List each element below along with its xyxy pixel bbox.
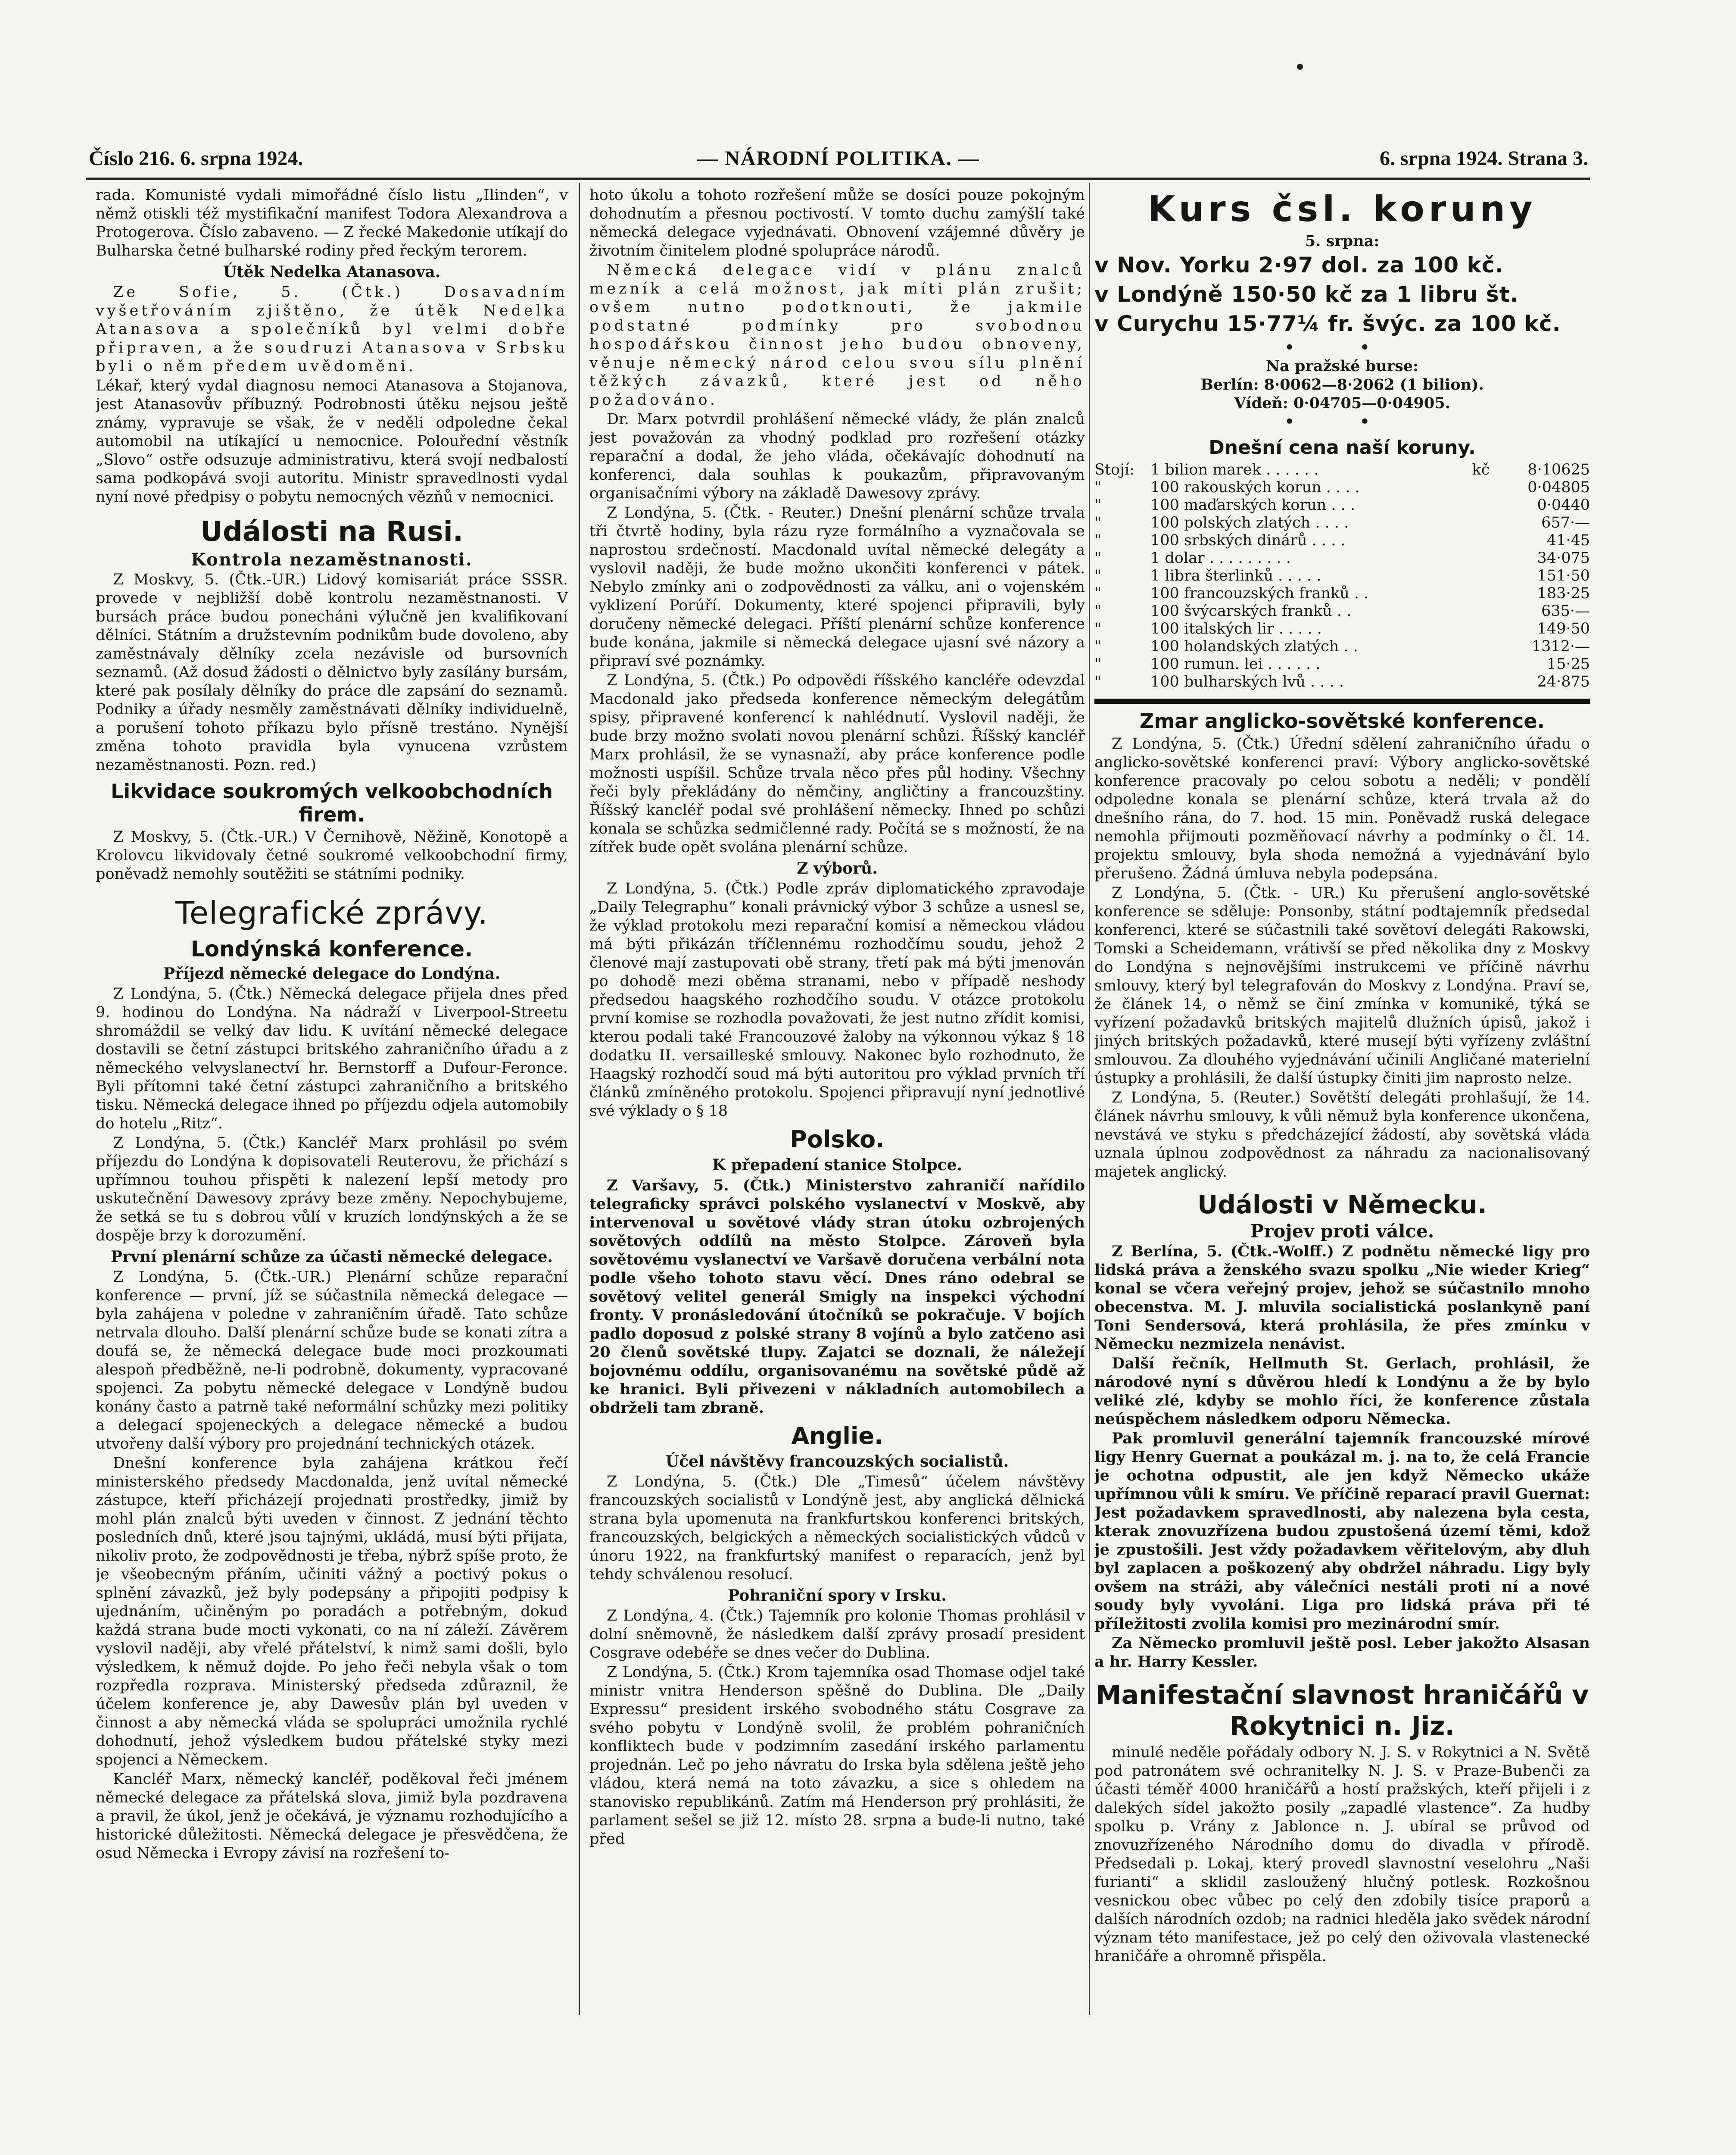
article-text: Z Londýna, 5. (Čtk.) Německá delegace přijela dnes před 9. hodinou do Londýna. Na nádraží v Liverpool-Streetu shromáždil se velký dav lidu. K uvítání německé delegace dostavili se četní zástupci britského zahraničního úřadu a z německého velvyslanectví hr. Bernstorff a Dufour-Feronce. Byli přítomni také četní zástupci zahraničního a britského tisku. Německá delegace ihned po příjezdu odjela automobily do hotelu „Ritz“. bbox=[96, 985, 568, 1132]
rate-label: 100 rumun. lei . . . . . . bbox=[1150, 656, 1321, 673]
article-text: Z Londýna, 5. (Čtk. - Reuter.) Dnešní plenární schůze trvala tři čtvrtě hodiny, byla rázu ryze formálního a vyznačovala se naprostou srdečností. Macdonald uvítal německé delegáty a vyslovil naději, že bude možno ukončiti konferenci v pátek. Nebylo zmínky ani o zodpovědnosti za válku, ani o vojenském vyklizení Porúří. Dokumenty, které spojenci připravili, byly doručeny německé delegaci. Příští plenární schůze konference bude konána, jakmile si německá delegace ujasní své názory a připraví své poznámky. bbox=[589, 504, 1085, 670]
rate-row bbox=[1094, 497, 1590, 514]
article-text: Pak promluvil generální tajemník francouzské mírové ligy Henry Guernat a poukázal m. j. na to, že celá Francie je ochotna odpustit, ale jen když Německo ukáže upřímnou vůli k smíru. Ve příčině reparací pravil Guernat: Jest požadavkem spravedlnosti, aby nalezena byla cesta, kterak znovuzřízena budou zpustošená území těmi, kdož je zpustošili. Jest vždy požadavkem věřitelovým, aby dluh byl zaplacen a poškozený aby obdržel náhradu. Ligy byly ovšem na stráži, aby válečníci nestáli proti ní a nové soudy byly vyvoláni. Liga pro lidská práva při té příležitosti zvolila komisi pro mezinárodní smír. bbox=[1094, 1430, 1590, 1633]
rates-table bbox=[1094, 461, 1590, 691]
rate-prefix: " bbox=[1094, 638, 1102, 655]
section-heading: Manifestační slavnost hraničářů v Rokytnici n. Jiz. bbox=[1095, 1680, 1589, 1741]
rate-unit bbox=[1472, 497, 1498, 514]
bourse-vienna: Vídeň: 0·04705—0·04905. bbox=[1234, 394, 1450, 412]
article-text: Z Berlína, 5. (Čtk.-Wolff.) Z podnětu německé ligy pro lidská práva a ženského svazu spolku „Nie wieder Krieg“ konal se včera veřejný projev, jehož se súčastnilo mnoho obecenstva. M. J. mluvila socialistická poslankyně paní Toni Sendersová, která prohlásila, že přes zmínku v Německu nezmizela nenávist. bbox=[1094, 1243, 1590, 1353]
rate-row bbox=[1094, 620, 1590, 638]
rate-label: 1 libra šterlinků . . . . . bbox=[1150, 567, 1321, 584]
rate-prefix: " bbox=[1094, 479, 1102, 496]
rate-prefix: " bbox=[1094, 673, 1102, 690]
article-subheading: K přepadení stanice Stolpce. bbox=[712, 1156, 963, 1174]
issue-number: Číslo 216. 6. srpna 1924. bbox=[89, 147, 303, 170]
column-divider bbox=[1089, 183, 1090, 2015]
article-subheading: Pohraniční spory v Irsku. bbox=[728, 1587, 947, 1605]
rate-value: 0·0440 bbox=[1537, 497, 1590, 514]
exchange-rate-zurich: v Curychu 15·77¼ fr. švýc. za 100 kč. bbox=[1094, 311, 1561, 336]
article-text: Z Londýna, 5. (Čtk.) Krom tajemníka osad Thomase odjel také ministr vnitra Henderson spěšně do Dublina. Dle „Daily Expressu“ president irského svobodného státu Cosgrave za svého pobytu v Londýně svolil, že problém pohraničních konfliktech bude v podzimním zasedání irského parlamentu projednán. Leč po jeho návratu do Irska byla sdělena ještě jeho vládou, která nemá na toto závazku, a sice s ohledem na stanovisko republikánů. Zatím má Henderson prý prohlásiti, že parlament sešel se již 12. místo 28. srpna a bude-li nutno, také před bbox=[589, 1664, 1085, 1848]
article-text: Další řečník, Hellmuth St. Gerlach, prohlásil, že národové nyní s důvěrou hledí k Londýnu a že by bylo veliké zlé, kdyby se mohlo říci, že konference zůstala neúspěchem následkem odporu Německa. bbox=[1094, 1355, 1590, 1428]
rate-value: 15·25 bbox=[1546, 656, 1590, 673]
article-text: Ze Sofie, 5. (Čtk.) Dosavadním vyšetřováním zjištěno, že útěk Nedelka Atanasova a společníků byl velmi dobře připraven, a že soudruzi Atanasova v Srbsku byli o něm předem uvědoměni. bbox=[96, 284, 568, 375]
main-heading: Telegrafické zprávy. bbox=[175, 895, 489, 931]
print-mark bbox=[1297, 64, 1303, 70]
article-text: Z Londýna, 5. (Čtk.) Úřední sdělení zahraničního úřadu o anglicko-sovětské konferenci praví: Výbory anglicko-sovětské konference pracovaly po celou sobotu a neděli; v pondělí odpoledne konala se plenární schůze, která trvala až do dnešního rána, do 7. hod. 15 min. Poněvadž ruská delegace nemohla přijmouti pozměňovací návrhy a podmínky o čl. 14. projektu smlouvy, byla shoda nemožná a vyjednávání bylo přerušeno. Žádná úmluva nebyla podepsána. bbox=[1094, 735, 1590, 882]
rate-unit bbox=[1472, 638, 1498, 656]
article-text: Kancléř Marx, německý kancléř, poděkoval řeči jménem německé delegace za přátelská slova, jimiž byla pozdravena a pravil, že úkol, jenž je očekává, je významu rozhodujícího a historické důležitosti. Německá delegace je přesvědčena, že osud Německa i Evropy závisí na rozřešení to- bbox=[96, 1771, 568, 1862]
column-1 bbox=[96, 186, 568, 1996]
rate-label: 1 bilion marek . . . . . . bbox=[1150, 461, 1319, 478]
article-subheading: Příjezd německé delegace do Londýna. bbox=[163, 965, 500, 983]
article-subheading: Projev proti válce. bbox=[1250, 1221, 1434, 1242]
section-heading: Zmar anglicko-sovětské konference. bbox=[1139, 709, 1545, 733]
header-rule bbox=[86, 178, 1590, 180]
column-2 bbox=[589, 186, 1085, 2031]
column-3 bbox=[1094, 186, 1590, 2018]
section-subheading: Kontrola nezaměstnanosti. bbox=[191, 550, 473, 570]
rate-prefix: " bbox=[1094, 620, 1102, 637]
exchange-rate-date: 5. srpna: bbox=[1305, 232, 1380, 250]
rate-row bbox=[1094, 638, 1590, 656]
article-text: Z Londýna, 4. (Čtk.) Tajemník pro kolonie Thomas prohlásil v dolní sněmovně, že následkem další zprávy prosadí president Cosgrave odebéře se dnes večer do Dublina. bbox=[589, 1607, 1085, 1662]
article-text: Z Londýna, 5. (Čtk. - UR.) Ku přerušení anglo-sovětské konference se sděluje: Ponsonby, státní podtajemník předsedal konferenci, které se súčastnili také sovětoví delegáti Rakowski, Tomski a Scheidemann, vrátivší se před několika dny z Moskvy do Londýna s nejnovějšími instrukcemi ve příčině návrhu smlouvy, který byl telegrafován do Moskvy z Londýna. Praví se, že článek 14, o němž se činí zmínka v komuniké, týká se vyřízení požadavků britských majitelů dlužních úpisů, jakož i jiných britských požadavků, které musejí býti vyřízeny zvláštní smlouvou. Za dlouhého vyjednávání učinili Angličané materielní ústupky a prohlásili, že další ústupky činiti jim naprosto nelze. bbox=[1094, 884, 1590, 1087]
article-text: Dr. Marx potvrdil prohlášení německé vlády, že plán znalců jest považován za vhodný podklad pro rozřešení otázky reparační a dodal, že jeho vláda, očekávajíc dohodnutí na konferenci, dala souhlas k poukazům, připravovaným organisačními výbory na základě Dawesovy zprávy. bbox=[589, 411, 1085, 502]
article-text: Z Moskvy, 5. (Čtk.-UR.) Lidový komisariát práce SSSR. provede v nejbližší době kontrolu nezaměstnanosti. V bursách práce budou ponecháni výlučně jen kvalifikovaní dělníci. Státním a družstevním podnikům bude dovoleno, aby zaměstnávaly dělníky zcela nezávisle od bursovních seznamů. (Až dosud žádosti o dělnictvo byly zasílány bursám, které pak posílaly dělníky do práce dle zapsání do seznamů. Podniky a úřady nesměly zaměstnávati dělníky individuelně, a porušení tohoto příkazu bylo přísně trestáno. Nynější změna tohoto pravidla byla vynucena vzrůstem nezaměstnanosti. Pozn. red.) bbox=[96, 571, 568, 774]
rate-row bbox=[1094, 567, 1590, 585]
page-number: 6. srpna 1924. Strana 3. bbox=[1379, 147, 1588, 170]
rate-prefix: " bbox=[1094, 550, 1102, 567]
rate-prefix: " bbox=[1094, 514, 1102, 531]
rate-unit bbox=[1472, 567, 1498, 585]
article-text: Lékař, který vydal diagnosu nemoci Atanasova a Stojanova, jest Atanasovův příbuzný. Podrobnosti útěku nejsou ještě známy, vypravuje se však, že v neděli odpoledne čekal automobil na utíkající u nemocnice. Polouřední věstník „Slovo“ ostře odsuzuje administrativu, která svojí nedbalostí sama podkopává svoji autoritu. Ministr spravedlnosti vydal nyní nové předpisy o pobytu nemocných vězňů v nemocnici. bbox=[96, 377, 568, 506]
rate-unit bbox=[1472, 603, 1498, 620]
article-text: Z Londýna, 5. (Čtk.-UR.) Plenární schůze reparační konference — první, jíž se súčastnila německá delegace — byla zahájena v poledne v zahraničním úřadě. Tato schůze netrvala dlouho. Další plenární schůze bude se konati zítra a doufá se, že německá delegace bude moci prozkoumati alespoň předběžně, ne-li podrobně, dokumenty, vypracované spojenci. Za pobytu německé delegace v Londýně budou konány často a patrně také neformální schůzky mezi politiky a delegací spojeneckých a delegace německé a budou utvořeny další výbory pro projednání technických otázek. bbox=[96, 1268, 568, 1452]
rate-value: 34·075 bbox=[1537, 550, 1590, 567]
rate-value: 183·25 bbox=[1537, 585, 1590, 602]
bourse-heading: Na pražské burse: bbox=[1266, 357, 1418, 375]
rate-unit bbox=[1472, 514, 1498, 532]
rate-row bbox=[1094, 656, 1590, 673]
rate-unit bbox=[1472, 585, 1498, 603]
section-heading: Polsko. bbox=[790, 1126, 885, 1153]
article-text: Z Londýna, 5. (Čtk.) Po odpovědi říšského kancléře odevzdal Macdonald jako předseda konference německým delegátům spisy, připravené konferencí k nahlédnutí. Vyslovil naději, že bude brzy možno svolati novou plenární schůzi. Říšský kancléř Marx prohlásil, že se vynasnaží, aby práce konference podle možnosti uspíšil. Schůze trvala něco přes půl hodiny. Všechny řeči byly překládány do němčiny, angličtiny a francouzštiny. Říšský kancléř podal své prohlášení německy. Ihned po schůzi konala se schůzka sedmičlenné rady. Počítá se s možností, že na zítřek bude opět svolána plenární schůze. bbox=[589, 672, 1085, 856]
rate-value: 151·50 bbox=[1537, 567, 1590, 584]
bourse-berlin: Berlín: 8·0062—8·2062 (1 bilion). bbox=[1200, 376, 1484, 394]
article-text: Za Německo promluvil ještě posl. Leber jakožto Alsasan a hr. Harry Kessler. bbox=[1094, 1634, 1590, 1671]
rate-value: 41·45 bbox=[1546, 532, 1590, 549]
article-text: Německá delegace vidí v plánu znalců mezník a celá možnost, jak míti plán zrušit; ovšem nutno podotknouti, že jakmile podstatné podmínky pro svobodnou hospodářskou činnost jeho budou obnoveny, věnuje německý národ celou svou sílu plnění těžkých závazků, které jest od něho požadováno. bbox=[589, 262, 1085, 409]
rate-unit bbox=[1472, 550, 1498, 567]
rate-label: 100 holandských zlatých . . bbox=[1150, 638, 1358, 655]
article-text: hoto úkolu a tohoto rozřešení může se dosíci pouze pokojným dohodnutím a přesnou poctivostí. V tomto duchu zamýšlí také německá delegace vyjednávati. Obnovení vzájemné důvěry je životním činitelem plodné spolupráce národů. bbox=[589, 187, 1085, 259]
section-heading: Události na Rusi. bbox=[200, 516, 463, 548]
article-subheading: Z výborů. bbox=[797, 859, 878, 878]
rate-label: 100 italských lir . . . . . bbox=[1150, 620, 1322, 637]
rate-prefix: " bbox=[1094, 585, 1102, 602]
section-heading: Likvidace soukromých velkoobchodních firem. bbox=[111, 780, 553, 826]
article-text: Z Londýna, 5. (Reuter.) Sovětští delegáti prohlašují, že 14. článek návrhu smlouvy, k vůli němuž byla konference ukončena, nevstává ve styku s předcházející žádostí, aby sovětská vláda uznala úplnou zodpovědnost za náhradu za nacionalisovaný majetek anglický. bbox=[1094, 1089, 1590, 1181]
rate-label: 100 polských zlatých . . . . bbox=[1150, 514, 1349, 531]
rate-row bbox=[1094, 461, 1590, 479]
rate-value: 635·— bbox=[1541, 603, 1590, 620]
rate-row bbox=[1094, 603, 1590, 620]
rate-prefix: " bbox=[1094, 656, 1102, 673]
masthead: — NÁRODNÍ POLITIKA. — bbox=[697, 147, 980, 170]
rate-unit bbox=[1472, 532, 1498, 550]
article-text: Z Londýna, 5. (Čtk.) Dle „Timesů“ účelem návštěvy francouzských socialistů v Londýně jest, aby anglická dělnická strana byla upomenuta na frankfurtskou konferenci britských, francouzských, belgických a německých socialistických vůdců v únoru 1922, na frankfurtský manifest o reparacích, jenž byl tehdy schválenou resolucí. bbox=[589, 1473, 1085, 1583]
rate-row bbox=[1094, 550, 1590, 567]
rate-value: 24·875 bbox=[1537, 673, 1590, 690]
exchange-rate-new-york: v Nov. Yorku 2·97 dol. za 100 kč. bbox=[1094, 253, 1504, 278]
rate-value: 8·10625 bbox=[1527, 461, 1590, 478]
article-subheading: Účel návštěvy francouzských socialistů. bbox=[665, 1452, 1009, 1471]
article-text: Z Varšavy, 5. (Čtk.) Ministerstvo zahraničí nařídilo telegraficky správci polského vyslanectví v Moskvě, aby intervenoval u sovětové vlády stran útoku ozbrojených sovětových oddílů na město Stolpce. Zároveň byla sovětovému vyslanectví ve Varšavě doručena verbální nota podle všeho tohoto stavu věcí. Dnes ráno odebral se sovětový velitel generál Smigly na inspekci východní fronty. V pronásledování útočníků se pokračuje. V bojích padlo doposud z polské strany 8 vojínů a bylo zatčeno asi 20 členů sovětské tlupy. Zajatci se doznali, že náležejí bojovnému oddílu, organisovanému na sovětské půdě až ke hranici. Byli přivezeni v nákladních automobilech a obdrželi tam zbraně. bbox=[589, 1177, 1085, 1417]
rate-row bbox=[1094, 514, 1590, 532]
article-text: rada. Komunisté vydali mimořádné číslo listu „Ilinden“, v němž otiskli též mystifikační manifest Todora Alexandrova a Protogerova. Číslo zabaveno. — Z řecké Makedonie utíkají do Bulharska četné bulharské rodiny před řeckým terorem. bbox=[96, 187, 568, 259]
rate-value: 149·50 bbox=[1537, 620, 1590, 637]
rate-label: 100 francouzských franků . . bbox=[1150, 585, 1369, 602]
exchange-rate-title: Kurs čsl. koruny bbox=[1147, 189, 1537, 230]
rate-unit bbox=[1472, 620, 1498, 638]
rate-unit: kč bbox=[1472, 461, 1490, 478]
rate-prefix: " bbox=[1094, 603, 1102, 620]
rate-unit bbox=[1472, 479, 1498, 497]
article-text: Z Moskvy, 5. (Čtk.-UR.) V Černihově, Něžině, Konotopě a Krolovcu likvidovaly četné soukromé velkoobchodní firmy, poněvadž nemohly soutěžiti se státními podniky. bbox=[96, 828, 568, 883]
article-subheading: Útěk Nedelka Atanasova. bbox=[223, 263, 441, 281]
section-heading: Londýnská konference. bbox=[190, 937, 473, 962]
rate-label: 100 srbských dinárů . . . . bbox=[1150, 532, 1346, 549]
article-text: Dnešní konference byla zahájena krátkou řečí ministerského předsedy Macdonalda, jenž uvítal německé zástupce, kteří přicházejí projednati prostředky, jimiž by mohl plán znalců býti uveden v činnost. Z jednání těchto posledních dnů, které jsou tajnými, ukládá, musí býti přijata, nikoliv proto, že zodpovědnosti je třeba, nýbrž spíše proto, že je všeobecným přáním, učiniti vážný a poctivý pokus o splnění závazků, jež byly podepsány a připojiti podpisy k ujednáním, učiněným po poradách a potřebným, dokud každá strana bude mocti vykonati, co na ní záleží. Závěrem vyslovil naději, aby vřelé přátelství, k nimž sami došli, bylo výsledkem, k němuž dojde. Po jeho řeči nebyla však o tom rozpředla rozprava. Ministerský předseda zdůraznil, že účelem konference je, aby Dawesův plán byl uveden v činnost a aby německá vláda se spolupráci umožnila rychlé dohodnutí, jehož výsledkem budou přátelské styky mezi spojenci a Německem. bbox=[96, 1455, 568, 1768]
rate-value: 0·04805 bbox=[1527, 479, 1590, 496]
rate-row bbox=[1094, 532, 1590, 550]
rate-prefix: " bbox=[1094, 497, 1102, 514]
section-heading: Události v Německu. bbox=[1197, 1190, 1487, 1219]
column-divider bbox=[579, 183, 580, 2015]
rate-label: 100 švýcarských franků . . bbox=[1150, 603, 1352, 620]
rate-prefix: Stojí: bbox=[1094, 461, 1134, 478]
rate-prefix: " bbox=[1094, 532, 1102, 549]
article-text: Z Londýna, 5. (Čtk.) Kancléř Marx prohlásil po svém příjezdu do Londýna k dopisovateli Reuterovu, že přichází s upřímnou touhou přispěti k nalezení lepší metody pro uskutečnění Dawesovy zprávy beze změny. Nepochybujeme, že setká se tu s dobrou vůlí v kruzích londýnských a že se dospěje brzy k dorozumění. bbox=[96, 1134, 568, 1244]
separator-dots: • • bbox=[1284, 339, 1400, 356]
rate-prefix: " bbox=[1094, 567, 1102, 584]
exchange-rate-london: v Londýně 150·50 kč za 1 libru št. bbox=[1094, 282, 1519, 307]
article-text: Z Londýna, 5. (Čtk.) Podle zpráv diplomatického zpravodaje „Daily Telegraphu“ konali právnický výbor 3 schůze a usnesl se, že výklad protokolu mezi reparační komisí a německou vládou má býti přikázán tříčlennému rozhodčímu soudu, jehož 2 členové mají zastupovati obě strany, třetí pak má býti jmenován po dohodě mezi oběma stranami, nebo v případě neshody předsedou haagského rozhodčího soudu. V otázce protokolu první komise se rozhodla považovati, že jest nutno zřídit komisi, kterou podali také Francouzové žaloby na výkonnou výkaz § 18 dodatku II. versailleské smlouvy. Nakonec bylo rozhodnuto, že Haagský rozhodčí soud má býti autoritou pro výklad prvních tří článků zmíněného protokolu. Spojenci připravují nyní jednotlivé své výklady o § 18 bbox=[589, 880, 1085, 1120]
section-rule bbox=[1094, 699, 1590, 704]
rates-heading: Dnešní cena naší koruny. bbox=[1209, 437, 1476, 459]
section-heading: Anglie. bbox=[791, 1422, 883, 1449]
rate-unit bbox=[1472, 673, 1498, 691]
page-header bbox=[89, 147, 1588, 175]
rate-row bbox=[1094, 479, 1590, 497]
rate-label: 100 rakouských korun . . . . bbox=[1150, 479, 1360, 496]
rate-label: 1 dolar . . . . . . . . . bbox=[1150, 550, 1291, 567]
rate-label: 100 bulharských lvů . . . . bbox=[1150, 673, 1344, 690]
rate-label: 100 maďarských korun . . . bbox=[1150, 497, 1356, 514]
rate-unit bbox=[1472, 656, 1498, 673]
article-subheading: První plenární schůze za účasti německé delegace. bbox=[110, 1248, 553, 1266]
rate-value: 1312·— bbox=[1531, 638, 1590, 655]
article-text: minulé neděle pořádaly odbory N. J. S. v Rokytnici a N. Světě pod patronátem své ochranitelky N. J. S. v Praze-Bubenči za účasti téměř 4000 hraničářů a hostí pražských, kteří přijeli i z dalekých sídel jakožto posily „zapadlé vlastence“. Za hudby spolku p. Vrány z Jablonce n. J. ubíral se průvod od znovuzřízeného Národního domu do divadla v přírodě. Předsedali p. Lokaj, který provedl slavnostní veselohru „Naši furianti“ a sklidil zasloužený hlučný potlesk. Rozkošnou vesnickou obec vůbec po celý den zdobily tisíce praporů a dalších národních ozdob; na radnici hleděla jako svědek národní význam této manifestace, jež po celý den oživovala vlastenecké hraničáře a ohromně přispěla. bbox=[1094, 1744, 1590, 1965]
rate-row bbox=[1094, 585, 1590, 603]
rate-value: 657·— bbox=[1541, 514, 1590, 531]
separator-dots: • • bbox=[1284, 413, 1400, 431]
rate-row bbox=[1094, 673, 1590, 691]
